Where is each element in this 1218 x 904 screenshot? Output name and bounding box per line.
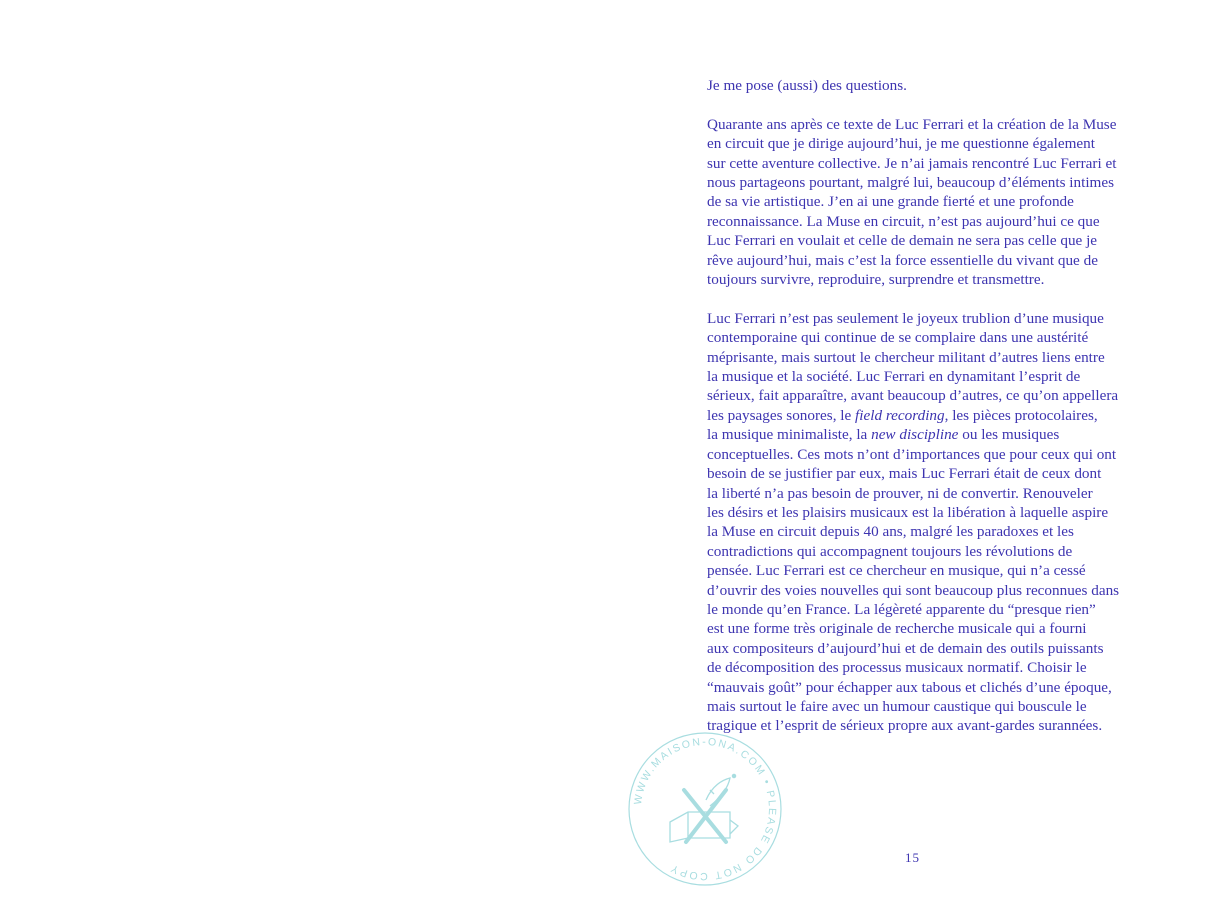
text-page	[707, 76, 1152, 755]
text-line: mais surtout le faire avec un humour caustique qui bouscule le	[707, 697, 1087, 715]
text-run: ou les musiques	[958, 426, 1060, 444]
text-line: de décomposition des processus musicaux normatif. Choisir le	[707, 659, 1087, 677]
text-line: nous partageons pourtant, malgré lui, beaucoup d’éléments intimes	[707, 174, 1114, 192]
text-run: , les pièces protocolaires,	[944, 406, 1098, 424]
italic-term-field-recording: field recording	[855, 406, 945, 424]
text-line: le monde qu’en France. La légèreté apparente du “presque rien”	[707, 600, 1096, 618]
text-line: d’ouvrir des voies nouvelles qui sont beaucoup plus reconnues dans	[707, 581, 1120, 599]
text-line: besoin de se justifier par eux, mais Luc Ferrari était de ceux dont	[707, 465, 1102, 483]
text-line: contemporaine qui continue de se complaire dans une austérité	[707, 329, 1089, 347]
text-line: en circuit que je dirige aujourd’hui, je me questionne également	[707, 135, 1095, 153]
text-line: pensée. Luc Ferrari est ce chercheur en musique, qui n’a cessé	[707, 562, 1086, 580]
box-with-feather-icon	[670, 774, 738, 842]
stamp-text-path: WWW.MAISON-ONA.COM • PLEASE DO NOT COPY	[631, 735, 779, 883]
text-line	[707, 425, 1152, 444]
text-line: contradictions qui accompagnent toujours les révolutions de	[707, 542, 1073, 560]
text-line: Luc Ferrari en voulait et celle de demain ne sera pas celle que je	[707, 232, 1098, 250]
text-line: Luc Ferrari n’est pas seulement le joyeux trublion d’une musique	[707, 309, 1104, 327]
paragraph-2	[707, 309, 1152, 736]
page-number: 15	[905, 850, 920, 865]
text-line: toujours survivre, reproduire, surprendre et transmettre.	[707, 271, 1045, 289]
stamp-text	[632, 736, 778, 882]
text-line: aux compositeurs d’aujourd’hui et de demain des outils puissants	[707, 639, 1104, 657]
text-line: sur cette aventure collective. Je n’ai jamais rencontré Luc Ferrari et	[707, 154, 1117, 172]
text-line: Quarante ans après ce texte de Luc Ferrari et la création de la Muse	[707, 115, 1117, 133]
text-line: reconnaissance. La Muse en circuit, n’est pas aujourd’hui ce que	[707, 212, 1100, 230]
paragraph-1	[707, 115, 1152, 290]
text-line: les désirs et les plaisirs musicaux est la libération à laquelle aspire	[707, 503, 1109, 521]
heading-line: Je me pose (aussi) des questions.	[707, 77, 907, 94]
text-line: la Muse en circuit depuis 40 ans, malgré les paradoxes et les	[707, 523, 1074, 541]
text-line: la liberté n’a pas besoin de prouver, ni de convertir. Renouveler	[707, 484, 1093, 502]
text-run: les paysages sonores, le	[707, 406, 856, 424]
stamp-outer-ring	[629, 733, 781, 885]
text-line: conceptuelles. Ces mots n’ont d’importances que pour ceux qui ont	[707, 445, 1117, 463]
text-line: rêve aujourd’hui, mais c’est la force essentielle du vivant que de	[707, 251, 1098, 269]
text-line: méprisante, mais surtout le chercheur militant d’autres liens entre	[707, 348, 1105, 366]
text-line: tragique et l’esprit de sérieux propre aux avant-gardes surannées.	[707, 717, 1103, 735]
text-line: de sa vie artistique. J’en ai une grande fierté et une profonde	[707, 193, 1074, 211]
text-line: la musique et la société. Luc Ferrari en dynamitant l’esprit de	[707, 368, 1081, 386]
text-run: la musique minimaliste, la	[707, 426, 872, 444]
text-line	[707, 406, 1152, 425]
italic-term-new-discipline: new discipline	[871, 426, 959, 444]
text-line: “mauvais goût” pour échapper aux tabous et clichés d’une époque,	[707, 678, 1112, 696]
text-line: est une forme très originale de recherche musicale qui a fourni	[707, 620, 1087, 638]
text-line: sérieux, fait apparaître, avant beaucoup d’autres, ce qu’on appellera	[707, 387, 1119, 405]
